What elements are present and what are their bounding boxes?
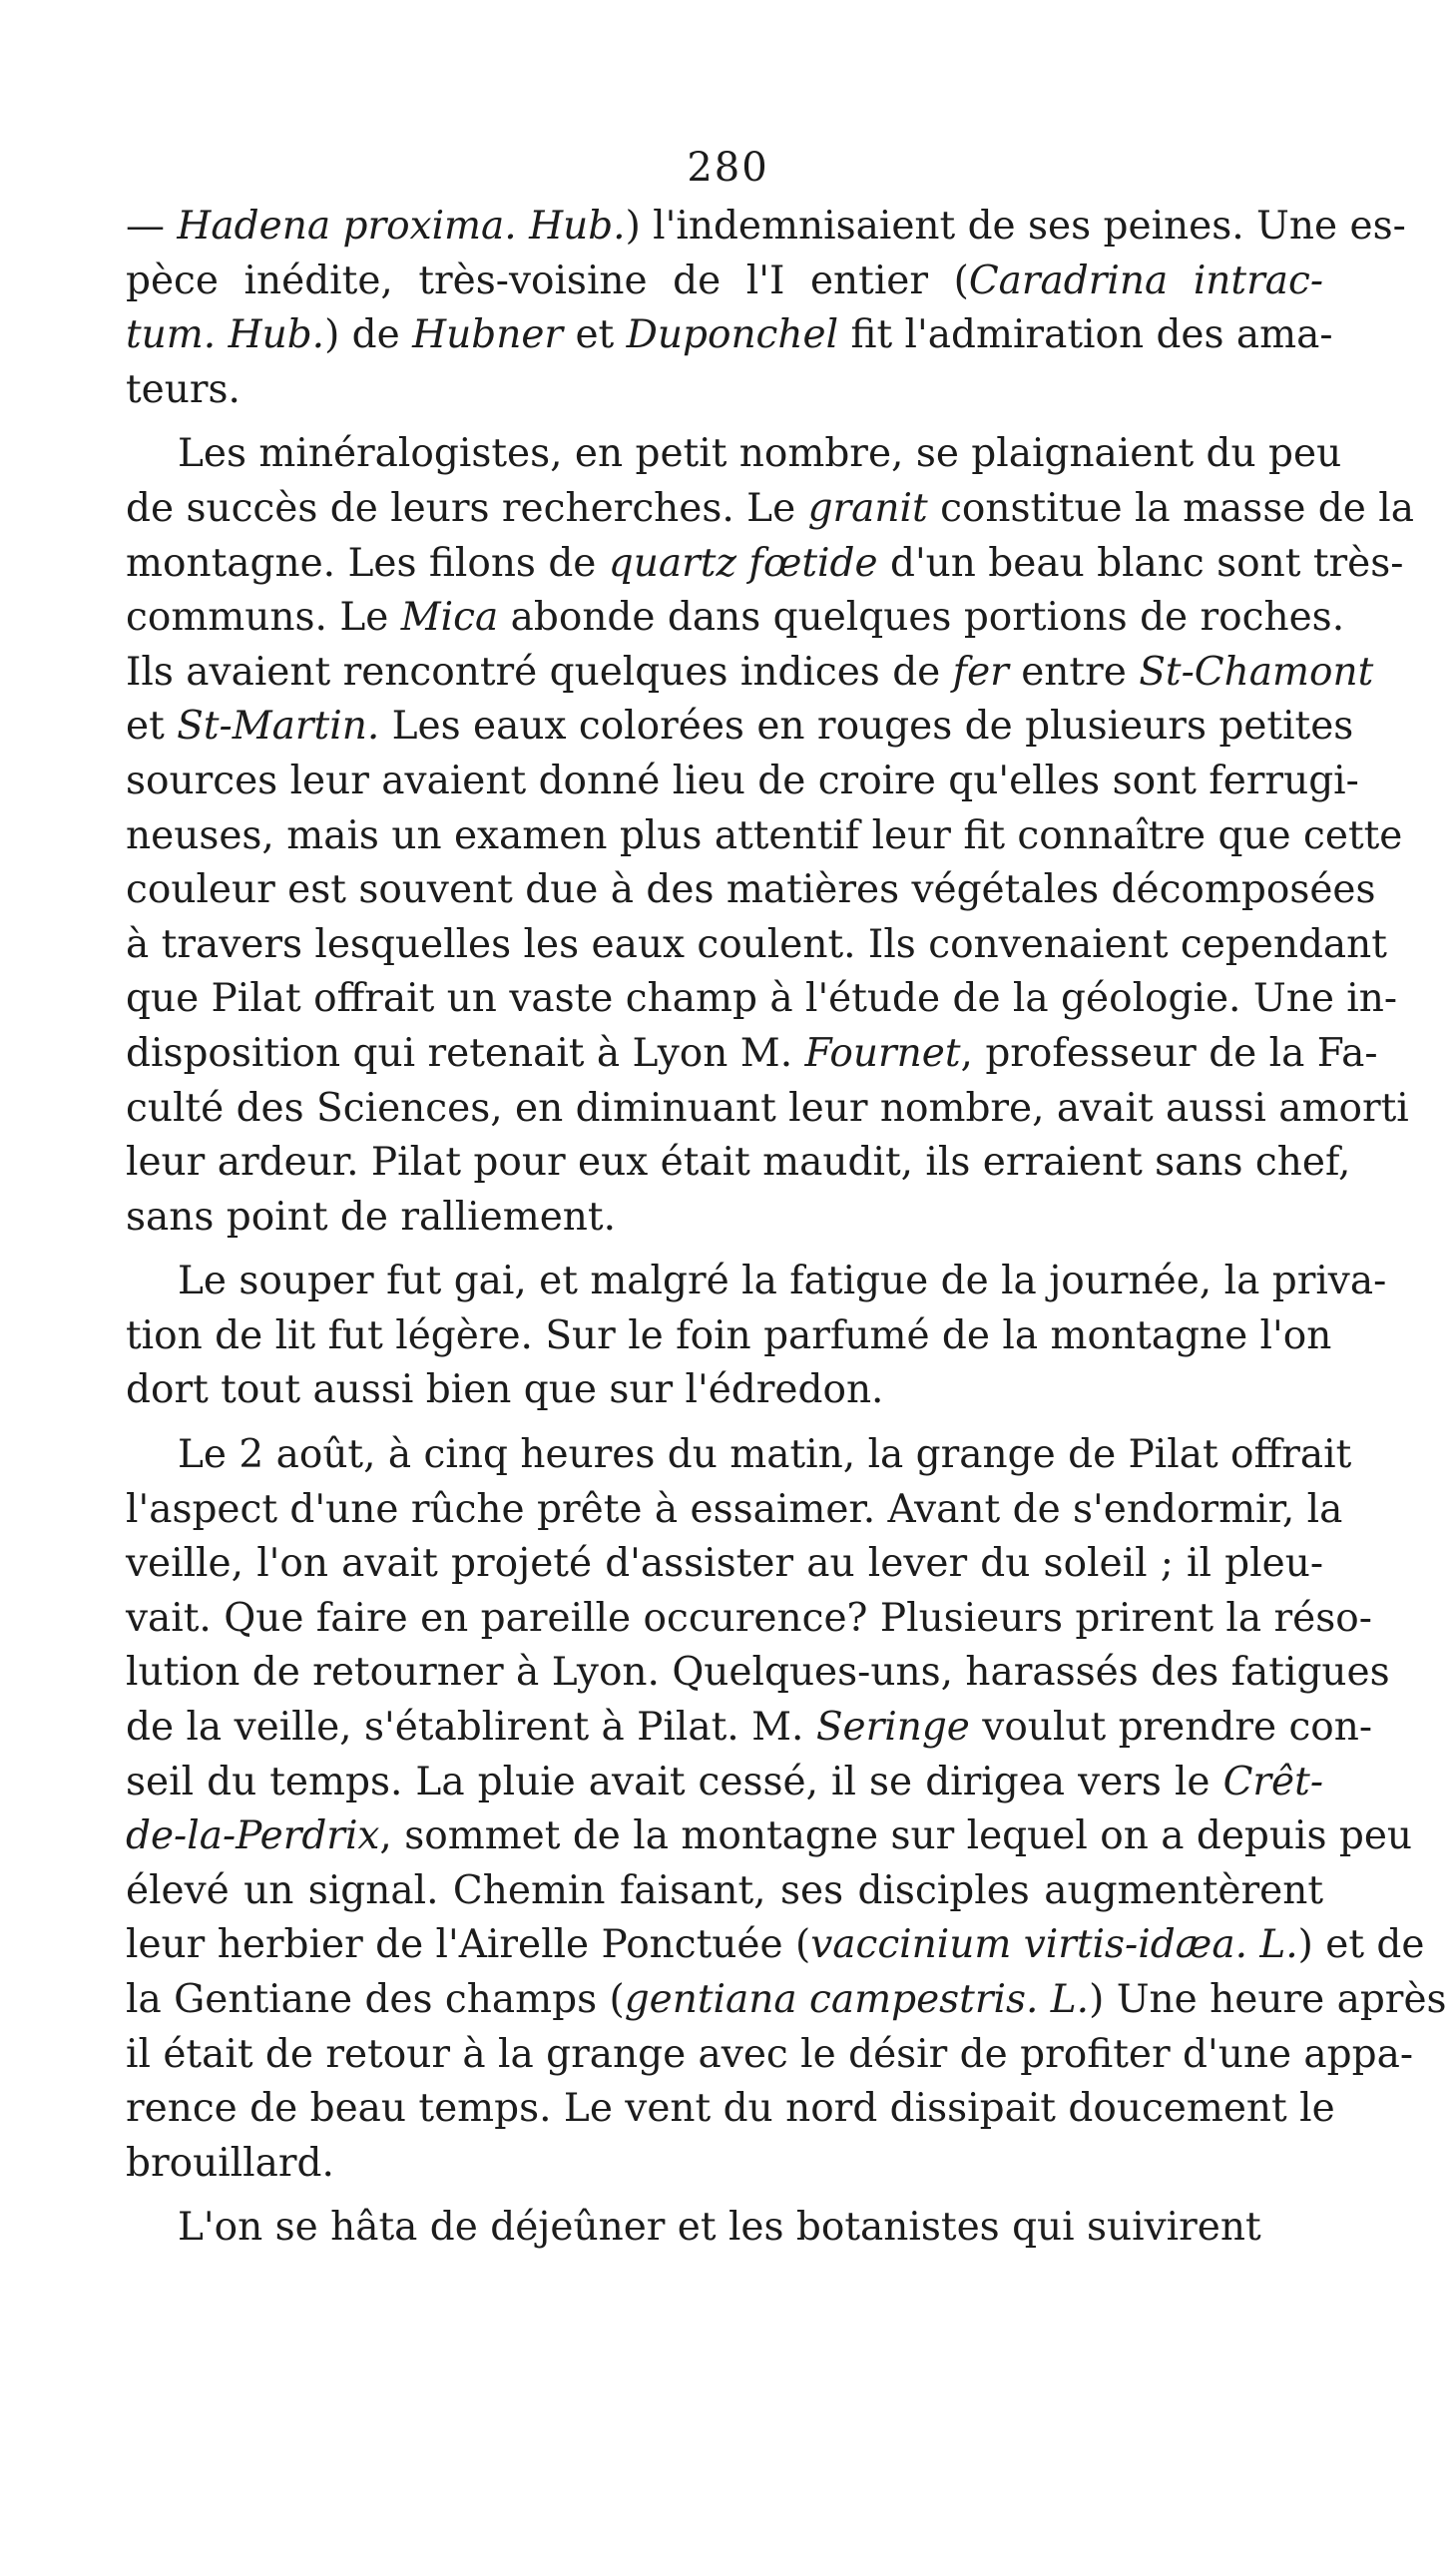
text-segment: lution de retourner à Lyon. Quelques-uns, harassés des fatigues xyxy=(126,1650,1390,1696)
text-segment: entre xyxy=(1008,649,1140,695)
text-segment: de succès de leurs recherches. Le xyxy=(126,485,808,531)
text-segment: leur herbier de l'Airelle Ponctuée ( xyxy=(126,1922,811,1968)
italic-term: Fournet xyxy=(804,1030,961,1076)
text-line xyxy=(126,1309,1332,1364)
text-segment: d'un beau blanc sont très- xyxy=(877,540,1404,586)
page-number: 280 xyxy=(687,145,769,191)
text-line xyxy=(126,308,1333,363)
italic-term: de-la-Perdrix xyxy=(126,1813,380,1859)
text-segment: , sommet de la montagne sur lequel on a depuis peu xyxy=(379,1813,1413,1859)
text-segment: , professeur de la Fa- xyxy=(960,1030,1378,1076)
italic-term: Hadena proxima. Hub. xyxy=(177,204,626,249)
italic-term: gentiana campestris. L. xyxy=(624,1977,1090,2022)
body-text xyxy=(126,200,1447,2256)
text-segment: pèce inédite, très-voisine de l'I entier ( xyxy=(126,257,969,303)
text-line xyxy=(126,255,1323,309)
text-segment: teurs. xyxy=(126,366,241,412)
text-line xyxy=(126,363,1323,418)
text-segment: montagne. Les filons de xyxy=(126,540,609,586)
italic-term: Crêt- xyxy=(1222,1759,1323,1804)
text-line xyxy=(126,1363,1323,1418)
text-segment: sans point de ralliement. xyxy=(126,1194,616,1240)
text-segment: constitue la masse de la xyxy=(927,485,1414,531)
text-segment: rence de beau temps. Le vent du nord dissipait doucement le xyxy=(126,2086,1335,2132)
text-line xyxy=(126,537,1404,592)
text-line xyxy=(126,1191,1323,1246)
text-segment: veille, l'on avait projeté d'assister au lever du soleil ; il pleu- xyxy=(126,1541,1323,1587)
italic-term: St-Chamont xyxy=(1139,649,1374,695)
text-line xyxy=(126,1082,1409,1137)
text-line xyxy=(126,591,1345,646)
text-line xyxy=(126,1756,1323,1810)
text-line xyxy=(126,200,1406,255)
text-segment: vait. Que faire en pareille occurence? Plusieurs prirent la réso- xyxy=(126,1595,1372,1641)
text-segment: Les eaux colorées en rouges de plusieurs petites xyxy=(379,704,1354,750)
text-segment: et xyxy=(126,704,178,750)
text-line xyxy=(126,1973,1447,2028)
text-segment: Les minéralogistes, en petit nombre, se plaignaient du peu xyxy=(178,431,1342,477)
text-segment: L'on se hâta de déjeûner et les botanistes qui suivirent xyxy=(178,2205,1261,2251)
italic-term: Seringe xyxy=(815,1705,970,1751)
text-line xyxy=(126,918,1387,973)
text-segment: tion de lit fut légère. Sur le foin parfumé de la montagne l'on xyxy=(126,1312,1332,1358)
text-segment: Le 2 août, à cinq heures du matin, la grange de Pilat offrait xyxy=(178,1432,1352,1478)
text-line xyxy=(126,2082,1335,2137)
text-segment: l'aspect d'une rûche prête à essaimer. Avant de s'endormir, la xyxy=(126,1486,1343,1532)
text-segment: disposition qui retenait à Lyon M. xyxy=(126,1030,805,1076)
text-line xyxy=(126,1255,1387,1309)
text-segment: élevé un signal. Chemin faisant, ses disciples augmentèrent xyxy=(126,1867,1323,1913)
text-segment: ) de xyxy=(324,312,413,358)
text-line xyxy=(126,972,1398,1027)
text-segment: Le souper fut gai, et malgré la fatigue de la journée, la priva- xyxy=(178,1259,1387,1304)
text-segment: à travers lesquelles les eaux coulent. Ils convenaient cependant xyxy=(126,921,1387,967)
text-line xyxy=(126,1136,1351,1191)
text-line xyxy=(126,2028,1414,2083)
paragraph xyxy=(126,2201,1323,2256)
italic-term: Mica xyxy=(400,595,499,641)
paragraph xyxy=(126,200,1406,417)
text-line xyxy=(126,1483,1343,1538)
text-line xyxy=(126,1918,1425,1973)
text-line xyxy=(126,755,1359,809)
text-segment: communs. Le xyxy=(126,595,401,641)
text-segment: voulut prendre con- xyxy=(969,1705,1373,1751)
text-segment: il était de retour à la grange avec le désir de profiter d'une appa- xyxy=(126,2031,1414,2077)
text-segment: seil du temps. La pluie avait cessé, il se dirigea vers le xyxy=(126,1759,1223,1804)
italic-term: vaccinium virtis-idæa. L. xyxy=(810,1922,1298,1968)
text-segment: ) Une heure après xyxy=(1089,1977,1447,2022)
text-line xyxy=(126,1809,1413,1864)
text-line xyxy=(126,700,1354,755)
text-line xyxy=(126,1701,1373,1756)
paragraph xyxy=(126,1428,1447,2191)
text-segment: abonde dans quelques portions de roches. xyxy=(498,595,1345,641)
text-line xyxy=(126,863,1376,918)
italic-term: granit xyxy=(807,485,928,531)
text-segment: fit l'admiration des ama- xyxy=(838,312,1333,358)
italic-term: Duponchel xyxy=(626,312,839,358)
italic-term: fer xyxy=(952,649,1009,695)
text-segment: brouillard. xyxy=(126,2140,334,2186)
text-line xyxy=(126,1537,1323,1592)
text-segment: dort tout aussi bien que sur l'édredon. xyxy=(126,1367,884,1413)
text-line xyxy=(126,809,1403,864)
text-segment: de la veille, s'établirent à Pilat. M. xyxy=(126,1705,816,1751)
text-segment: ) et de xyxy=(1297,1922,1425,1968)
text-segment: leur ardeur. Pilat pour eux était maudit, ils erraient sans chef, xyxy=(126,1140,1351,1186)
paragraph xyxy=(126,1255,1387,1418)
italic-term: St-Martin. xyxy=(177,704,380,750)
text-line xyxy=(126,2137,1323,2192)
text-line xyxy=(126,1646,1390,1701)
text-segment: sources leur avaient donné lieu de croire qu'elles sont ferrugi- xyxy=(126,758,1359,803)
italic-term: tum. Hub. xyxy=(126,312,325,358)
text-line xyxy=(126,427,1342,482)
text-segment: Ils avaient rencontré quelques indices de xyxy=(126,649,953,695)
text-segment: et xyxy=(563,312,627,358)
italic-term: Caradrina intrac- xyxy=(968,257,1323,303)
text-line xyxy=(126,1592,1372,1647)
text-line xyxy=(126,1027,1378,1082)
italic-term: Hubner xyxy=(412,312,564,358)
text-segment: neuses, mais un examen plus attentif leur fit connaître que cette xyxy=(126,812,1403,858)
text-segment: ) l'indemnisaient de ses peines. Une es- xyxy=(625,204,1406,249)
text-line xyxy=(126,482,1414,537)
text-segment: couleur est souvent due à des matières végétales décomposées xyxy=(126,867,1376,913)
text-segment: la Gentiane des champs ( xyxy=(126,1977,625,2022)
text-line xyxy=(126,1864,1323,1919)
text-line xyxy=(126,1428,1352,1483)
italic-term: quartz fœtide xyxy=(608,540,878,586)
paragraph xyxy=(126,427,1414,1245)
text-segment: culté des Sciences, en diminuant leur nombre, avait aussi amorti xyxy=(126,1085,1409,1131)
text-segment: que Pilat offrait un vaste champ à l'étude de la géologie. Une in- xyxy=(126,976,1398,1022)
text-line xyxy=(126,646,1374,701)
text-segment: — xyxy=(126,204,178,249)
text-line xyxy=(126,2201,1323,2256)
